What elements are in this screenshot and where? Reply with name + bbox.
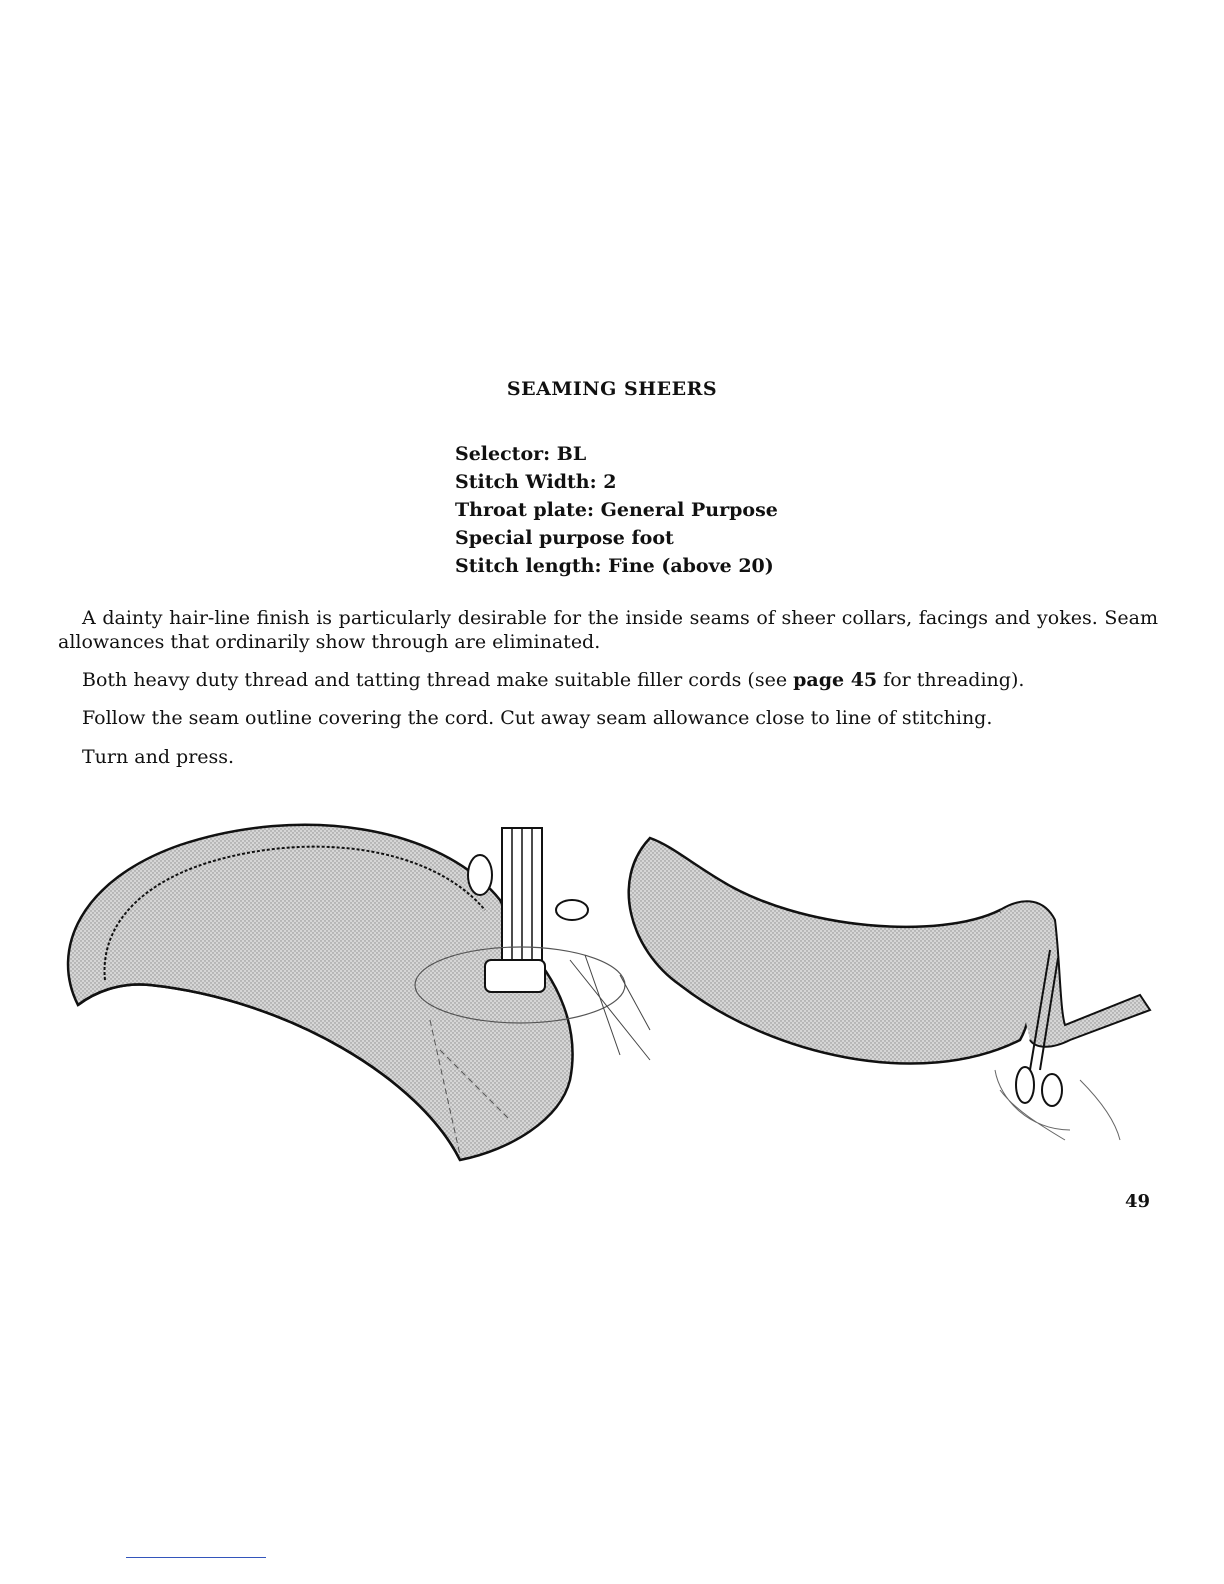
page-reference-link[interactable]: page 45 <box>793 669 878 691</box>
setting-throat-plate: Throat plate: General Purpose <box>455 499 778 521</box>
setting-stitch-length: Stitch length: Fine (above 20) <box>455 555 774 577</box>
paragraph-turn-press: Turn and press. <box>82 746 235 768</box>
right-collar-fabric <box>629 838 1031 1064</box>
thumb-screw-icon <box>468 855 492 895</box>
paragraph-filler-cords-text-2: for threading). <box>877 669 1025 691</box>
page-title: SEAMING SHEERS <box>506 378 718 400</box>
machine-settings <box>455 440 778 580</box>
setting-selector: Selector: BL <box>455 443 587 465</box>
side-screw-icon <box>556 900 588 920</box>
setting-foot: Special purpose foot <box>455 527 674 549</box>
page-number: 49 <box>1125 1191 1151 1212</box>
footer-rule <box>126 1557 266 1558</box>
paragraph-hairline-finish: A dainty hair-line finish is particularly desirable for the inside seams of sheer collars, facings and yokes. Seam allowances that ordinarily show through are eliminated. <box>58 607 1158 653</box>
seaming-illustration <box>40 800 1170 1180</box>
paragraph-follow-seam: Follow the seam outline covering the cord. Cut away seam allowance close to line of stitching. <box>82 707 993 729</box>
right-collar-piece <box>629 838 1150 1140</box>
setting-stitch-width: Stitch Width: 2 <box>455 471 617 493</box>
foot-sole <box>485 960 545 992</box>
paragraph-filler-cords-text-1: Both heavy duty thread and tatting thread make suitable filler cords (see <box>82 669 794 691</box>
paragraph-filler-cords <box>82 668 1182 692</box>
